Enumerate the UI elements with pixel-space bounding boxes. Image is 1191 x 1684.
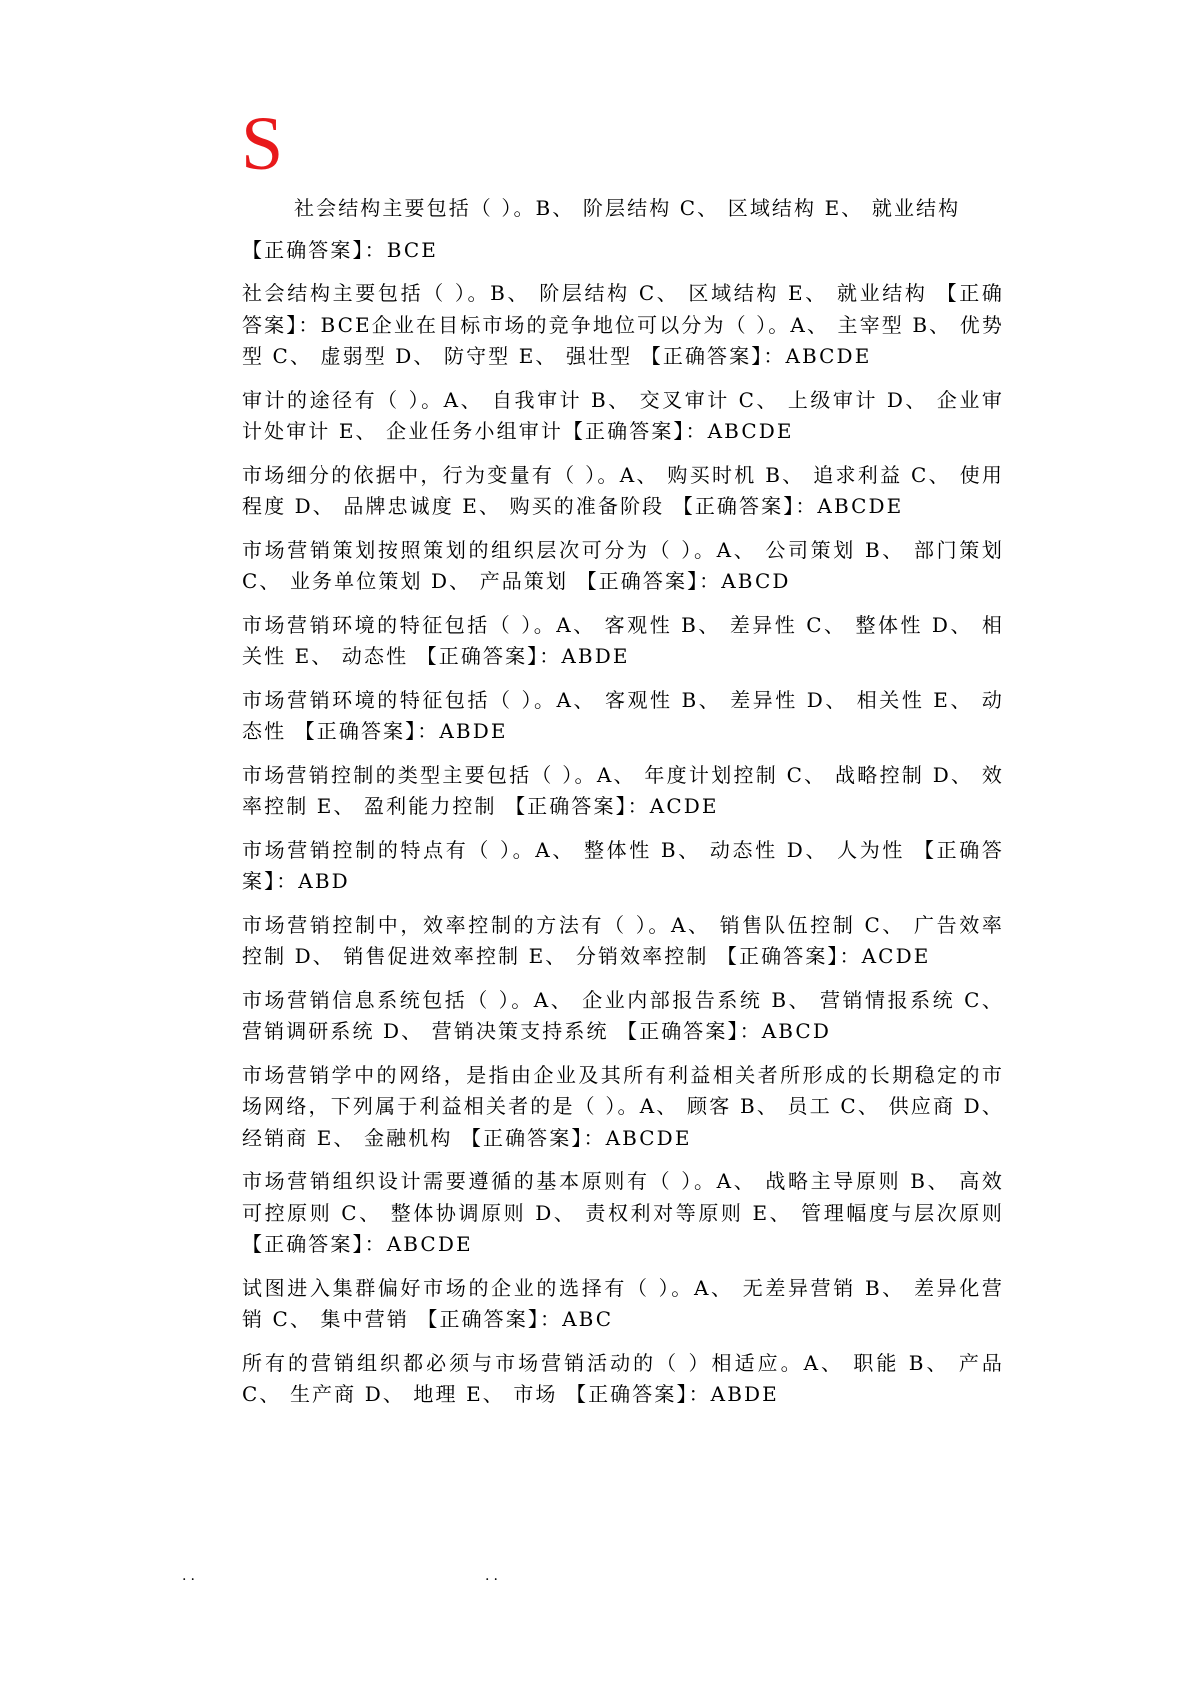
footer-mark-right: ..: [485, 1568, 502, 1584]
question-item: 试图进入集群偏好市场的企业的选择有（ ）。A、 无差异营销 B、 差异化营销 C、 集中营销 【正确答案】：ABC: [242, 1275, 1004, 1331]
question-item: 社会结构主要包括（ ）。B、 阶层结构 C、 区域结构 E、 就业结构: [294, 196, 961, 220]
question-item: 市场营销环境的特征包括（ ）。A、 客观性 B、 差异性 D、 相关性 E、 动态性 【正确答案】：ABDE: [242, 687, 1004, 743]
question-list: [242, 193, 1004, 1423]
answer-line: 【正确答案】：BCE: [242, 237, 438, 262]
question-item: 市场营销学中的网络，是指由企业及其所有利益相关者所形成的长期稳定的市场网络，下列属于利益相关者的是（ ）。A、 顾客 B、 员工 C、 供应商 D、 经销商 E、 金融机构 【正确答案】：ABCDE: [242, 1062, 1004, 1150]
footer-mark-left: ..: [182, 1568, 199, 1584]
question-item: 市场营销信息系统包括（ ）。A、 企业内部报告系统 B、 营销情报系统 C、 营销调研系统 D、 营销决策支持系统 【正确答案】：ABCD: [242, 987, 1004, 1043]
section-letter: S: [241, 102, 284, 186]
question-item: 所有的营销组织都必须与市场营销活动的（ ）相适应。A、 职能 B、 产品 C、 生产商 D、 地理 E、 市场 【正确答案】：ABDE: [242, 1350, 1004, 1406]
question-item: 审计的途径有（ ）。A、 自我审计 B、 交叉审计 C、 上级审计 D、 企业审计处审计 E、 企业任务小组审计【正确答案】：ABCDE: [242, 387, 1004, 443]
question-item: 市场营销控制的类型主要包括（ ）。A、 年度计划控制 C、 战略控制 D、 效率控制 E、 盈利能力控制 【正确答案】：ACDE: [242, 762, 1004, 818]
question-item: 市场营销控制中，效率控制的方法有（ ）。A、 销售队伍控制 C、 广告效率控制 D、 销售促进效率控制 E、 分销效率控制 【正确答案】：ACDE: [242, 912, 1004, 968]
question-item: 市场细分的依据中，行为变量有（ ）。A、 购买时机 B、 追求利益 C、 使用程度 D、 品牌忠诚度 E、 购买的准备阶段 【正确答案】：ABCDE: [242, 462, 1004, 518]
question-item: 市场营销环境的特征包括（ ）。A、 客观性 B、 差异性 C、 整体性 D、 相关性 E、 动态性 【正确答案】：ABDE: [242, 612, 1004, 668]
question-item: 市场营销控制的特点有（ ）。A、 整体性 B、 动态性 D、 人为性 【正确答案】：ABD: [242, 837, 1004, 893]
question-item: 市场营销组织设计需要遵循的基本原则有（ ）。A、 战略主导原则 B、 高效可控原则 C、 整体协调原则 D、 责权利对等原则 E、 管理幅度与层次原则 【正确答案】：ABCDE: [242, 1169, 1004, 1256]
question-item: 市场营销策划按照策划的组织层次可分为（ ）。A、 公司策划 B、 部门策划 C、 业务单位策划 D、 产品策划 【正确答案】：ABCD: [242, 537, 1004, 593]
question-item: 社会结构主要包括（ ）。B、 阶层结构 C、 区域结构 E、 就业结构 【正确答案】：BCE企业在目标市场的竞争地位可以分为（ ）。A、 主宰型 B、 优势型 C、 虚弱型 D、 防守型 E、 强壮型 【正确答案】：ABCDE: [242, 281, 1004, 368]
